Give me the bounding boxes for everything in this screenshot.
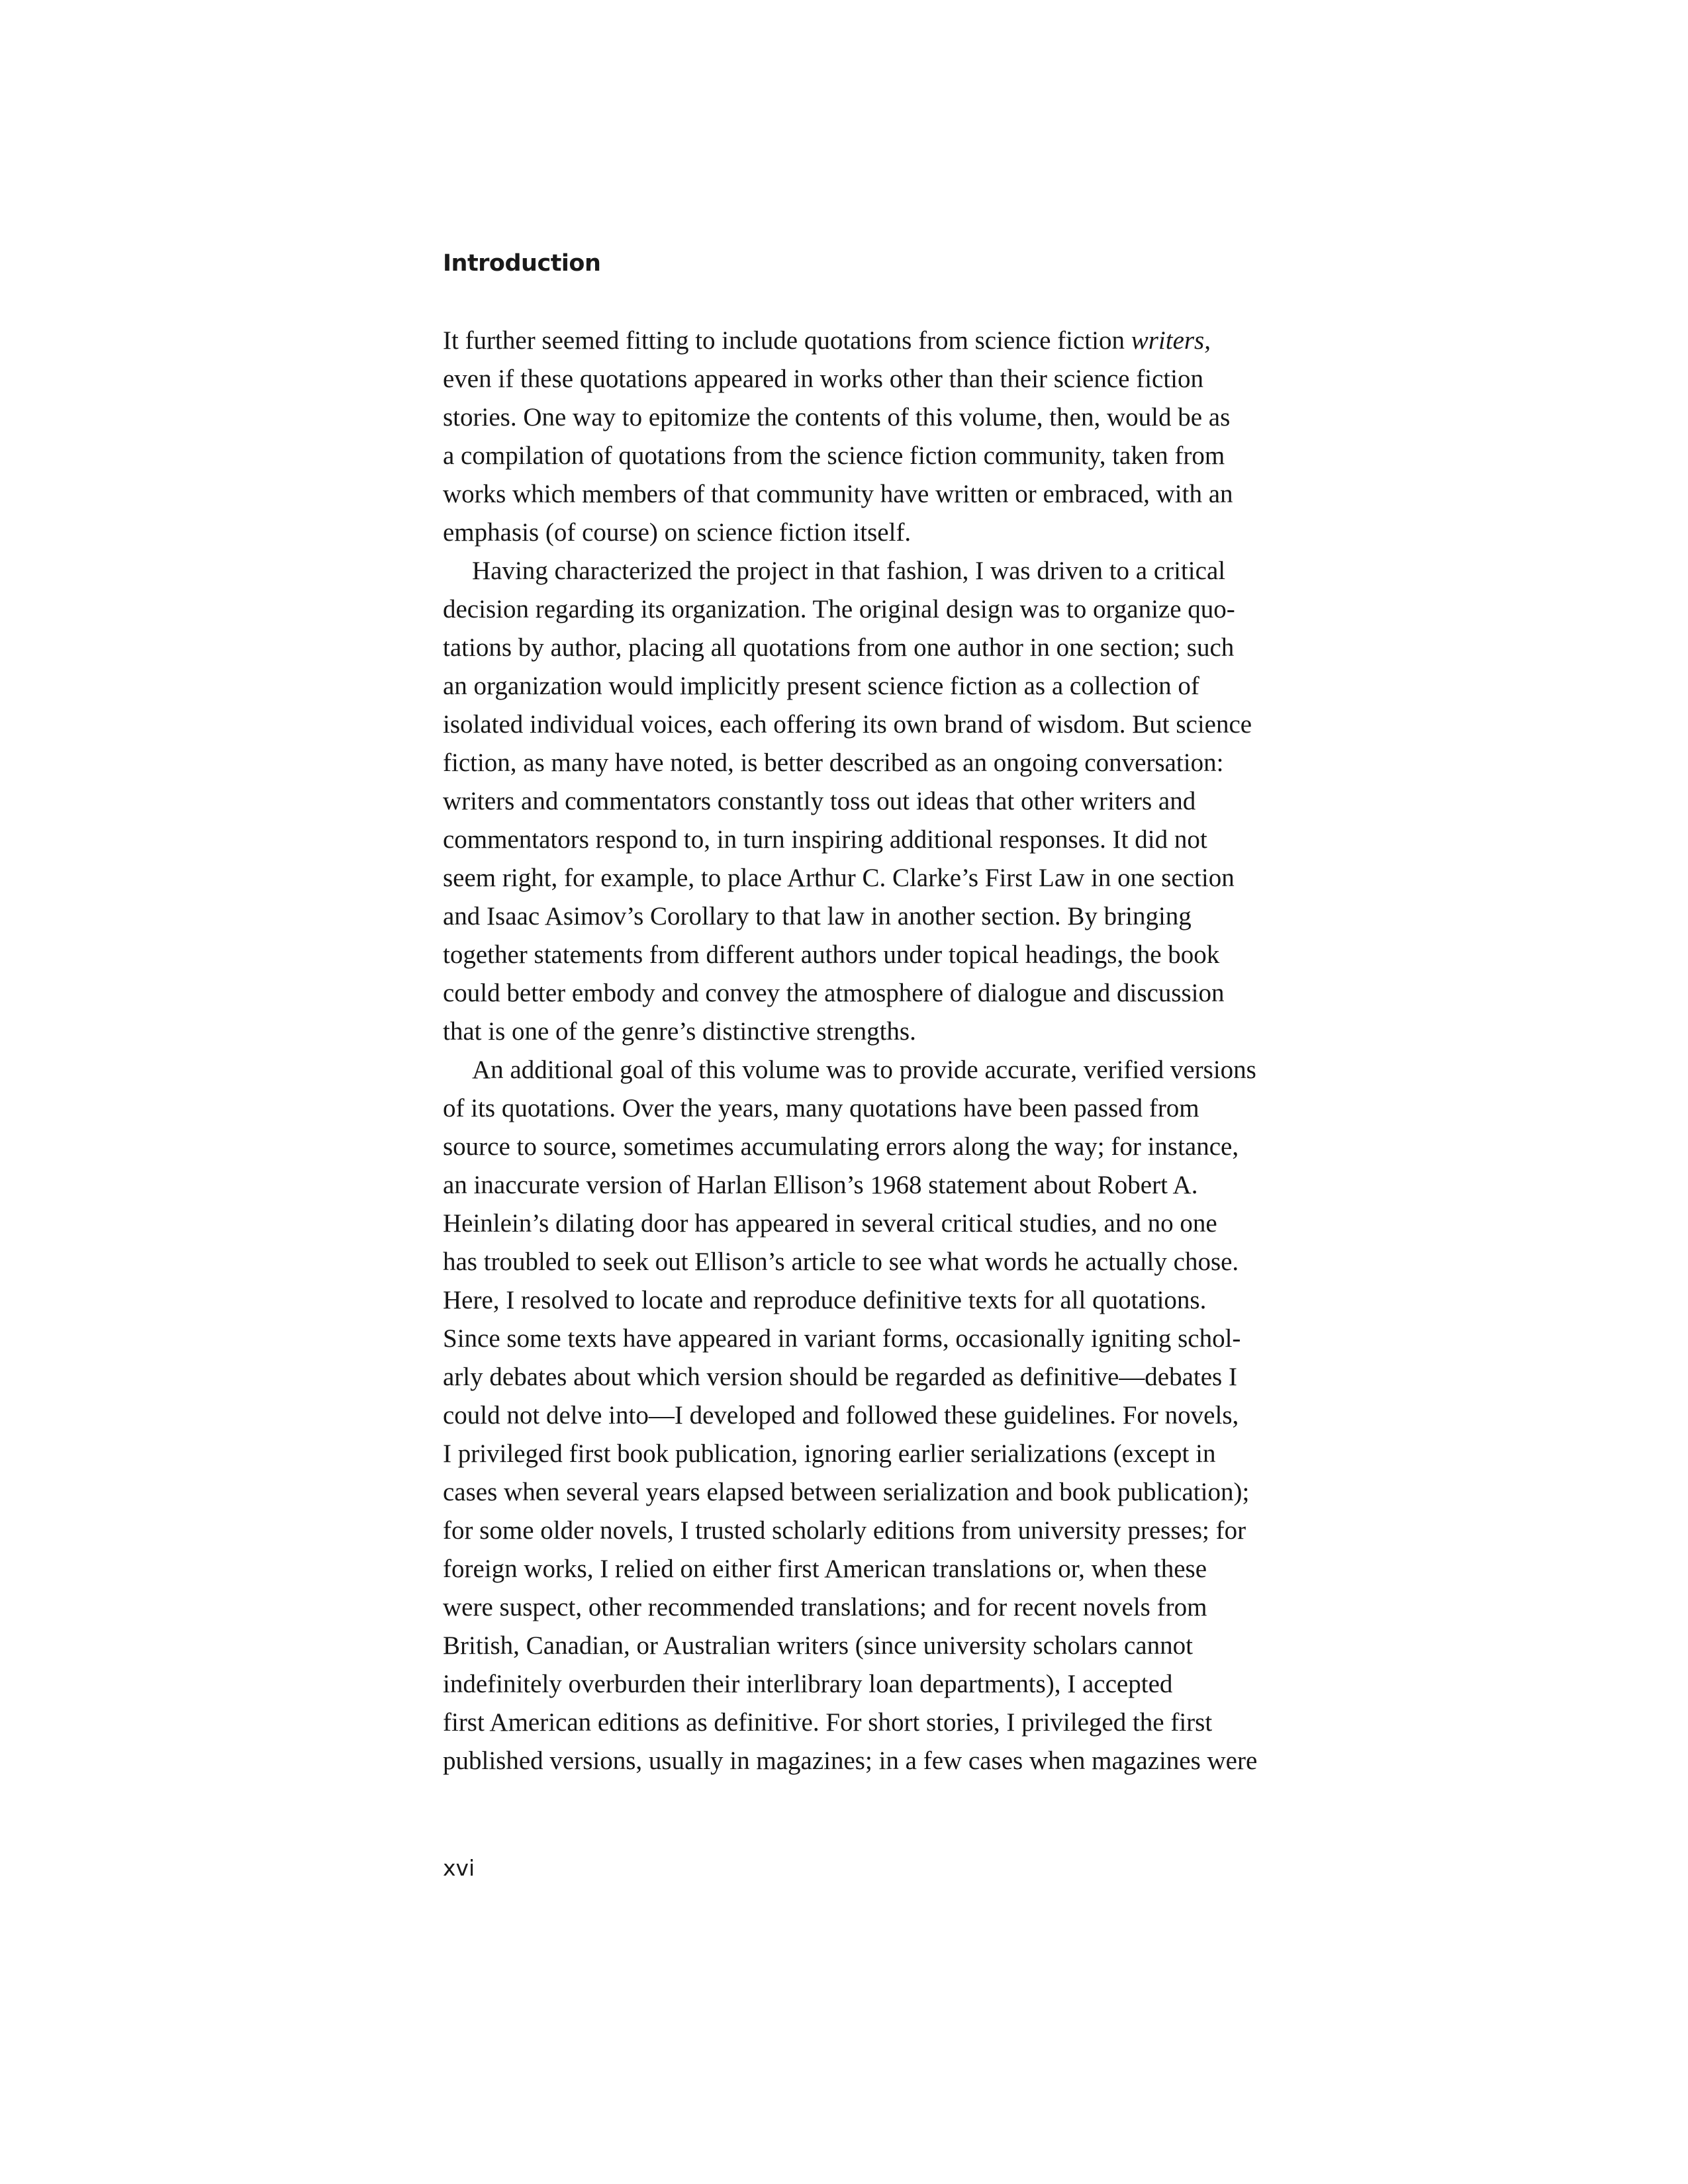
text-line: an inaccurate version of Harlan Ellison’s 1968 statement about Robert A. bbox=[443, 1171, 1198, 1199]
text-line: Since some texts have appeared in variant forms, occasionally igniting schol- bbox=[443, 1324, 1241, 1353]
text-line: could better embody and convey the atmosphere of dialogue and discussion bbox=[443, 979, 1225, 1007]
text-line: published versions, usually in magazines; in a few cases when magazines were bbox=[443, 1747, 1258, 1775]
text-line: first American editions as definitive. For short stories, I privileged the first bbox=[443, 1708, 1213, 1737]
text-line: writers and commentators constantly toss out ideas that other writers and bbox=[443, 787, 1196, 815]
text-line: could not delve into—I developed and followed these guidelines. For novels, bbox=[443, 1401, 1239, 1430]
text-line: cases when several years elapsed between serialization and book publication); bbox=[443, 1478, 1250, 1506]
text-line: even if these quotations appeared in works other than their science fiction bbox=[443, 365, 1204, 393]
text-line: together statements from different authors under topical headings, the book bbox=[443, 940, 1220, 969]
text-line: fiction, as many have noted, is better described as an ongoing conversation: bbox=[443, 749, 1224, 777]
body-text bbox=[443, 322, 1297, 1780]
text-line: commentators respond to, in turn inspiring additional responses. It did not bbox=[443, 825, 1207, 854]
text-line: of its quotations. Over the years, many quotations have been passed from bbox=[443, 1094, 1199, 1122]
text-line: tations by author, placing all quotations from one author in one section; such bbox=[443, 633, 1235, 662]
text-line: arly debates about which version should be regarded as definitive—debates I bbox=[443, 1363, 1237, 1391]
text-line: source to source, sometimes accumulating errors along the way; for instance, bbox=[443, 1132, 1239, 1161]
text-line: stories. One way to epitomize the contents of this volume, then, would be as bbox=[443, 403, 1231, 432]
paragraph-first-line: Having characterized the project in that fashion, I was driven to a critical bbox=[472, 557, 1226, 585]
text-line: an organization would implicitly present science fiction as a collection of bbox=[443, 672, 1199, 700]
paragraph-first-line: An additional goal of this volume was to provide accurate, verified versions bbox=[472, 1056, 1256, 1084]
text-line: seem right, for example, to place Arthur C. Clarke’s First Law in one section bbox=[443, 864, 1235, 892]
text-line: British, Canadian, or Australian writers (since university scholars cannot bbox=[443, 1631, 1193, 1660]
text-line: emphasis (of course) on science fiction itself. bbox=[443, 518, 912, 547]
emphasized-word: writers, bbox=[1131, 326, 1211, 355]
text-line: decision regarding its organization. The original design was to organize quo- bbox=[443, 595, 1235, 623]
text-line: a compilation of quotations from the science fiction community, taken from bbox=[443, 441, 1225, 470]
running-head: Introduction bbox=[443, 250, 601, 277]
page-number: xvi bbox=[443, 1855, 475, 1881]
text-line: and Isaac Asimov’s Corollary to that law in another section. By bringing bbox=[443, 902, 1192, 931]
text-line: indefinitely overburden their interlibrary loan departments), I accepted bbox=[443, 1670, 1173, 1698]
text-line bbox=[443, 322, 1297, 360]
text-line: has troubled to seek out Ellison’s article to see what words he actually chose. bbox=[443, 1248, 1239, 1276]
text-line-start: It further seemed fitting to include quotations from science fiction bbox=[443, 326, 1131, 355]
text-line: were suspect, other recommended translations; and for recent novels from bbox=[443, 1593, 1207, 1621]
text-line: I privileged first book publication, ignoring earlier serializations (except in bbox=[443, 1439, 1216, 1468]
text-line: that is one of the genre’s distinctive strengths. bbox=[443, 1017, 916, 1046]
text-line: for some older novels, I trusted scholarly editions from university presses; for bbox=[443, 1516, 1246, 1545]
text-line: works which members of that community have written or embraced, with an bbox=[443, 480, 1233, 508]
text-line: isolated individual voices, each offering its own brand of wisdom. But science bbox=[443, 710, 1252, 739]
text-line: Heinlein’s dilating door has appeared in several critical studies, and no one bbox=[443, 1209, 1217, 1238]
text-line: foreign works, I relied on either first American translations or, when these bbox=[443, 1555, 1207, 1583]
text-line: Here, I resolved to locate and reproduce definitive texts for all quotations. bbox=[443, 1286, 1207, 1314]
